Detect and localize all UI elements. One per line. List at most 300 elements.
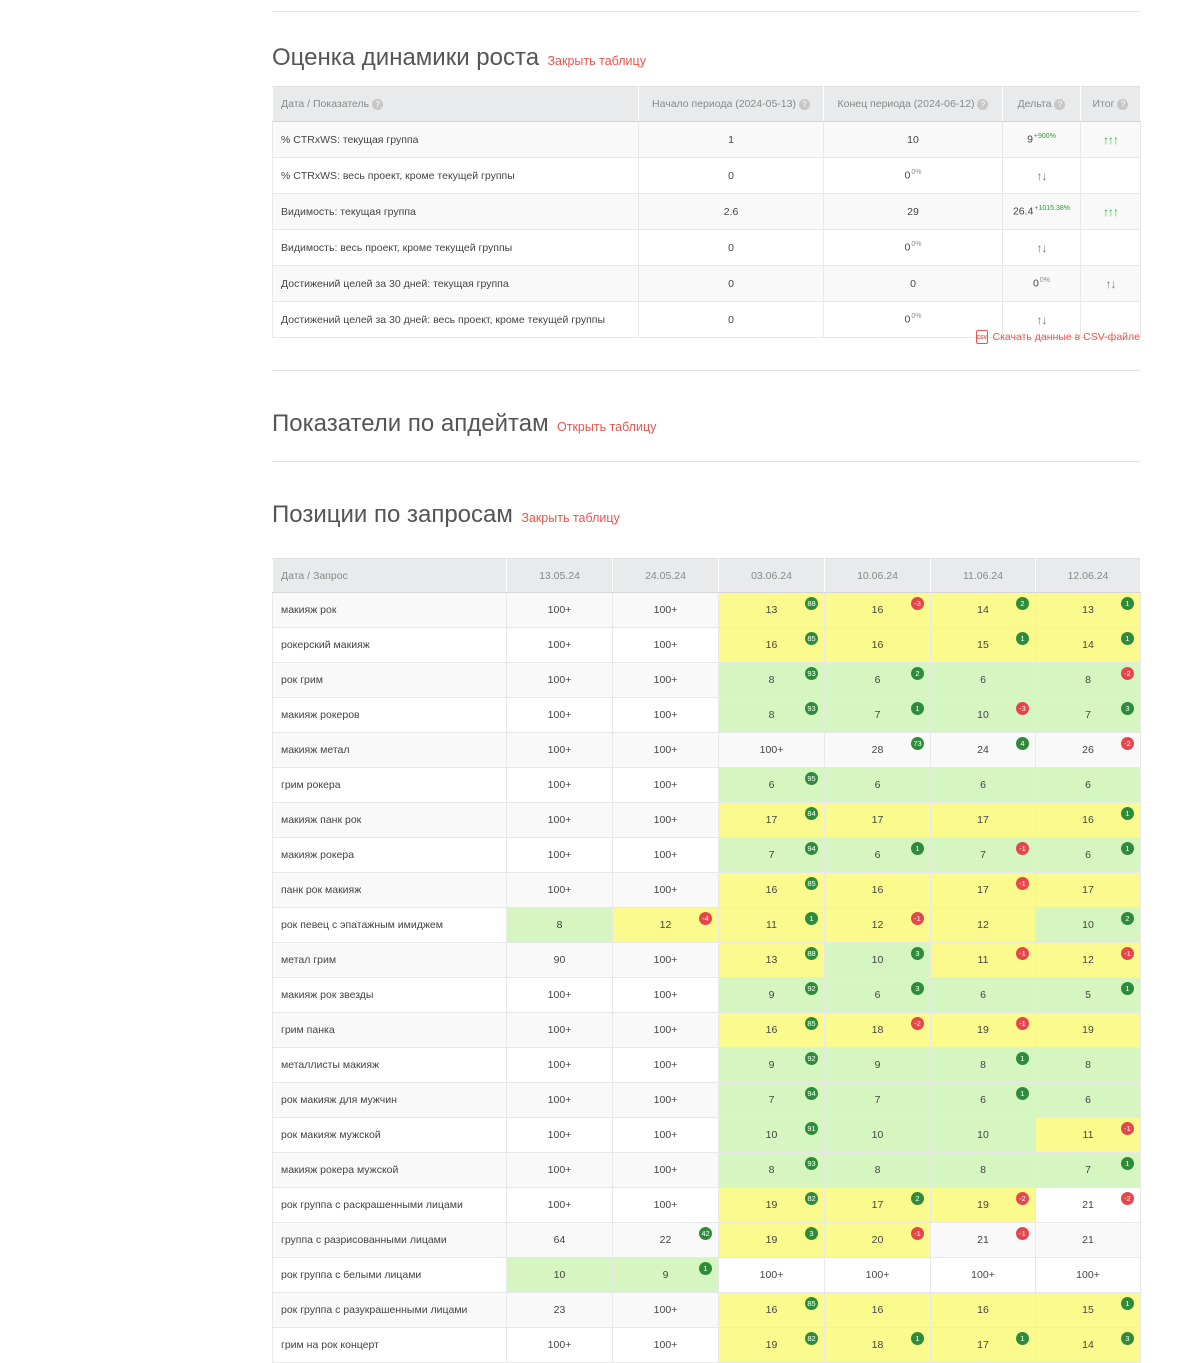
position-cell: 64 [507,1223,613,1258]
position-cell: 100+ [507,803,613,838]
position-change-badge: 85 [805,1297,818,1310]
position-change-badge: -2 [1121,667,1134,680]
delta-value: ↑↓ [1003,158,1081,194]
download-csv-label: Скачать данные в CSV-файле [992,330,1140,343]
open-table-link-updates[interactable]: Открыть таблицу [557,420,657,434]
end-percent: 0% [911,241,922,249]
query-text: рокерский макияж [273,628,507,663]
position-change-badge: 1 [1121,842,1134,855]
position-cell: 14 3 [1036,1328,1141,1363]
position-change-badge: 1 [1121,1297,1134,1310]
query-text: рок группа с разукрашенными лицами [273,1293,507,1328]
delta-value: $26.4^{+1015.38\%}$ [1003,194,1081,230]
position-cell: 16 [825,1293,931,1328]
query-row [273,1293,1141,1328]
position-change-badge: 88 [805,597,818,610]
position-cell: 10 3 [825,943,931,978]
position-cell: 16 [931,1293,1036,1328]
position-cell: 100+ [507,628,613,663]
position-cell: 16 85 [719,1293,825,1328]
end-percent: 0% [911,169,922,177]
position-cell: 100+ [613,1293,719,1328]
col-header-metric: Дата / Показатель ? [273,87,639,122]
position-cell: 12 [931,908,1036,943]
end-value: 10 [824,122,1003,158]
position-cell: 6 3 [825,978,931,1013]
position-cell: 9 1 [613,1258,719,1293]
query-row [273,1048,1141,1083]
position-cell: 100+ [613,768,719,803]
start-value: 1 [639,122,824,158]
col-header-date: 13.05.24 [507,559,613,593]
query-text: металлисты макияж [273,1048,507,1083]
position-cell: 6 [1036,1083,1141,1118]
position-change-badge: 2 [911,1192,924,1205]
csv-file-icon: CSV [976,330,988,344]
position-cell: 8 93 [719,698,825,733]
position-cell: 14 2 [931,593,1036,628]
query-text: рок певец с эпатажным имиджем [273,908,507,943]
query-row [273,733,1141,768]
position-cell: 100+ [507,768,613,803]
section-growth-header [272,44,646,72]
position-change-badge: 85 [805,632,818,645]
position-cell: 7 1 [1036,1153,1141,1188]
position-cell: 100+ [613,978,719,1013]
section-updates-header [272,410,656,438]
growth-row [273,266,1141,302]
position-cell: 100+ [613,1048,719,1083]
query-text: рок группа с раскрашенными лицами [273,1188,507,1223]
position-cell: 100+ [507,838,613,873]
position-cell: 100+ [613,803,719,838]
query-text: макияж рок звезды [273,978,507,1013]
close-table-link-growth[interactable]: Закрыть таблицу [547,54,646,68]
position-change-badge: 2 [1016,597,1029,610]
position-cell: 16 85 [719,628,825,663]
query-text: грим панка [273,1013,507,1048]
growth-table [272,86,1141,338]
help-icon[interactable]: ? [977,99,988,110]
position-cell: 6 2 [825,663,931,698]
metric-name: Достижений целей за 30 дней: текущая группа [273,266,639,302]
section-title-positions: Позиции по запросам [272,501,513,528]
position-cell: 11 -1 [1036,1118,1141,1153]
position-cell: 8 [825,1153,931,1188]
position-cell: 100+ [613,593,719,628]
position-cell: 100+ [613,733,719,768]
position-cell: 15 1 [1036,1293,1141,1328]
position-cell: 21 -2 [1036,1188,1141,1223]
position-change-badge: 1 [911,702,924,715]
position-cell: 6 [825,768,931,803]
position-cell: 24 4 [931,733,1036,768]
position-cell: 17 [931,803,1036,838]
position-cell: 6 [931,663,1036,698]
delta-value: $0^{0\%}$ [1003,266,1081,302]
col-header-delta: Дельта ? [1003,87,1081,122]
delta-value: ↑↓ [1003,230,1081,266]
position-cell: 100+ [825,1258,931,1293]
position-change-badge: -1 [1016,1227,1029,1240]
position-change-badge: 1 [805,912,818,925]
position-cell: 10 [825,1118,931,1153]
metric-name: Достижений целей за 30 дней: весь проект, кроме текущей группы [273,302,639,338]
position-change-badge: 2 [911,667,924,680]
query-text: макияж рокеров [273,698,507,733]
position-cell: 100+ [613,1153,719,1188]
position-cell: 21 -1 [931,1223,1036,1258]
position-cell: 7 -1 [931,838,1036,873]
growth-row [273,230,1141,266]
position-cell: 9 92 [719,1048,825,1083]
position-cell: 17 [825,803,931,838]
end-value: 0 [824,266,1003,302]
position-change-badge: 1 [1121,632,1134,645]
position-cell: 15 1 [931,628,1036,663]
start-value: 0 [639,230,824,266]
position-change-badge: 1 [911,842,924,855]
position-cell: 100+ [931,1258,1036,1293]
help-icon[interactable]: ? [799,99,810,110]
position-change-badge: 1 [1121,807,1134,820]
position-change-badge: 88 [805,947,818,960]
position-cell: 11 -1 [931,943,1036,978]
query-text: рок грим [273,663,507,698]
position-cell: 9 92 [719,978,825,1013]
position-cell: 100+ [507,1118,613,1153]
position-change-badge: 1 [1016,1332,1029,1345]
position-change-badge: -1 [911,1227,924,1240]
metric-name: % CTRxWS: текущая группа [273,122,639,158]
position-change-badge: -1 [1016,1017,1029,1030]
col-header-end: Конец периода (2024-06-12) ? [824,87,1003,122]
position-cell: 100+ [613,1083,719,1118]
position-cell: 22 42 [613,1223,719,1258]
position-change-badge: 3 [805,1227,818,1240]
position-cell: 8 [1036,1048,1141,1083]
position-change-badge: 42 [699,1227,712,1240]
position-cell: 18 1 [825,1328,931,1363]
end-value: 29 [824,194,1003,230]
query-row [273,908,1141,943]
position-cell: 100+ [613,1118,719,1153]
position-cell: 100+ [507,1328,613,1363]
metric-name: Видимость: весь проект, кроме текущей группы [273,230,639,266]
position-change-badge: 93 [805,1157,818,1170]
position-cell: 11 1 [719,908,825,943]
position-cell: 20 -1 [825,1223,931,1258]
position-change-badge: 1 [911,1332,924,1345]
query-text: группа с разрисованными лицами [273,1223,507,1258]
delta-percent: +900% [1033,133,1056,141]
query-row [273,1083,1141,1118]
end-value: $0^{0\%}$ [824,158,1003,194]
col-header-date: 12.06.24 [1036,559,1141,593]
positions-table [272,558,1141,1363]
delta-percent: +1015.38% [1034,205,1071,213]
download-csv-link[interactable] [976,330,1140,344]
position-cell: 100+ [507,1153,613,1188]
metric-name: Видимость: текущая группа [273,194,639,230]
trend-arrows-icon: ↑↑↑ [1103,132,1118,147]
position-change-badge: 92 [805,982,818,995]
position-change-badge: 1 [1121,597,1134,610]
position-cell: 12 -4 [613,908,719,943]
query-text: макияж рок [273,593,507,628]
query-text: макияж рокера [273,838,507,873]
position-change-badge: 84 [805,807,818,820]
position-cell: 19 3 [719,1223,825,1258]
position-cell: 6 1 [931,1083,1036,1118]
position-cell: 100+ [613,1013,719,1048]
query-row [273,628,1141,663]
col-header-date: 24.05.24 [613,559,719,593]
position-cell: 26 -2 [1036,733,1141,768]
position-cell: 7 [825,1083,931,1118]
position-cell: 17 2 [825,1188,931,1223]
position-cell: 100+ [507,873,613,908]
position-cell: 10 [507,1258,613,1293]
position-change-badge: 2 [1121,912,1134,925]
position-cell: 14 1 [1036,628,1141,663]
position-cell: 6 [1036,768,1141,803]
start-value: 0 [639,158,824,194]
position-cell: 16 1 [1036,803,1141,838]
growth-row [273,122,1141,158]
position-cell: 19 82 [719,1328,825,1363]
position-cell: 28 73 [825,733,931,768]
position-cell: 90 [507,943,613,978]
position-change-badge: -1 [1016,877,1029,890]
position-change-badge: 3 [911,947,924,960]
position-cell: 100+ [613,873,719,908]
position-change-badge: 1 [1121,1157,1134,1170]
position-cell: 8 [931,1153,1036,1188]
position-change-badge: 1 [1016,1087,1029,1100]
col-header-start: Начало периода (2024-05-13) ? [639,87,824,122]
position-cell: 100+ [613,943,719,978]
position-cell: 13 1 [1036,593,1141,628]
position-change-badge: 93 [805,667,818,680]
position-cell: 12 -1 [1036,943,1141,978]
position-change-badge: 4 [1016,737,1029,750]
end-value: $0^{0\%}$ [824,302,1003,338]
result-value [1081,122,1141,158]
position-cell: 12 -1 [825,908,931,943]
position-cell: 6 [931,978,1036,1013]
position-cell: 17 84 [719,803,825,838]
section-title-growth: Оценка динамики роста [272,44,540,71]
position-change-badge: -2 [1121,737,1134,750]
help-icon[interactable]: ? [1117,99,1128,110]
col-header-query: Дата / Запрос [273,559,507,593]
positions-table-header [273,559,1141,593]
divider-2 [272,461,1140,462]
position-cell: 8 93 [719,1153,825,1188]
col-header-date: 11.06.24 [931,559,1036,593]
position-cell: 16 85 [719,873,825,908]
position-cell: 9 [825,1048,931,1083]
position-change-badge: 3 [1121,702,1134,715]
result-value [1081,230,1141,266]
result-value [1081,194,1141,230]
position-cell: 100+ [507,663,613,698]
position-cell: 19 82 [719,1188,825,1223]
position-cell: 100+ [719,733,825,768]
position-cell: 23 [507,1293,613,1328]
query-text: рок макияж для мужчин [273,1083,507,1118]
position-change-badge: 1 [1121,982,1134,995]
position-cell: 100+ [507,1013,613,1048]
delta-percent: 0% [1039,277,1050,285]
position-change-badge: 1 [1016,632,1029,645]
query-row [273,1188,1141,1223]
position-cell: 17 [1036,873,1141,908]
position-cell: 100+ [613,663,719,698]
query-row [273,838,1141,873]
position-cell: 8 93 [719,663,825,698]
position-cell: 100+ [507,593,613,628]
help-icon[interactable]: ? [1054,99,1065,110]
trend-arrows-icon: ↑↓ [1105,276,1116,291]
section-title-updates: Показатели по апдейтам [272,410,549,437]
position-cell: 13 88 [719,943,825,978]
growth-table-header [273,87,1141,122]
position-cell: 16 [825,873,931,908]
position-cell: 21 [1036,1223,1141,1258]
position-cell: 7 94 [719,1083,825,1118]
position-cell: 10 [931,1118,1036,1153]
position-change-badge: -1 [1016,947,1029,960]
position-cell: 100+ [613,1188,719,1223]
position-change-badge: 94 [805,842,818,855]
position-cell: 100+ [1036,1258,1141,1293]
metric-name: % CTRxWS: весь проект, кроме текущей группы [273,158,639,194]
position-cell: 8 1 [931,1048,1036,1083]
query-row [273,663,1141,698]
query-row [273,768,1141,803]
query-text: грим рокера [273,768,507,803]
growth-row [273,158,1141,194]
position-cell: 7 1 [825,698,931,733]
position-change-badge: 3 [1121,1332,1134,1345]
position-change-badge: 85 [805,877,818,890]
query-row [273,698,1141,733]
result-value [1081,158,1141,194]
position-cell: 13 88 [719,593,825,628]
position-cell: 10 2 [1036,908,1141,943]
start-value: 0 [639,266,824,302]
position-change-badge: -1 [1121,1122,1134,1135]
growth-row [273,194,1141,230]
query-row [273,1153,1141,1188]
position-cell: 16 [825,628,931,663]
end-value: $0^{0\%}$ [824,230,1003,266]
query-row [273,943,1141,978]
position-cell: 8 [507,908,613,943]
position-change-badge: 93 [805,702,818,715]
position-change-badge: 82 [805,1192,818,1205]
position-change-badge: 92 [805,1052,818,1065]
query-text: макияж панк рок [273,803,507,838]
query-row [273,873,1141,908]
position-cell: 6 1 [1036,838,1141,873]
position-cell: 19 -2 [931,1188,1036,1223]
position-cell: 100+ [613,628,719,663]
query-row [273,593,1141,628]
query-row [273,803,1141,838]
position-cell: 17 -1 [931,873,1036,908]
position-change-badge: 91 [805,1122,818,1135]
query-text: макияж метал [273,733,507,768]
position-change-badge: 1 [699,1262,712,1275]
query-row [273,1223,1141,1258]
position-cell: 16 -3 [825,593,931,628]
position-cell: 6 95 [719,768,825,803]
query-row [273,1258,1141,1293]
col-header-date: 10.06.24 [825,559,931,593]
start-value: 0 [639,302,824,338]
position-change-badge: -2 [1121,1192,1134,1205]
position-cell: 100+ [507,1048,613,1083]
position-cell: 7 3 [1036,698,1141,733]
position-cell: 100+ [507,1188,613,1223]
delta-value: ↑↓ [1003,302,1081,338]
position-cell: 19 [1036,1013,1141,1048]
position-cell: 18 -2 [825,1013,931,1048]
close-table-link-positions[interactable]: Закрыть таблицу [521,511,620,525]
position-change-badge: -4 [699,912,712,925]
position-change-badge: 73 [911,737,924,750]
position-cell: 100+ [507,698,613,733]
delta-value: $9^{+900\%}$ [1003,122,1081,158]
col-header-date: 03.06.24 [719,559,825,593]
position-cell: 5 1 [1036,978,1141,1013]
position-cell: 16 85 [719,1013,825,1048]
section-positions-header [272,501,620,529]
position-cell: 100+ [613,1328,719,1363]
help-icon[interactable]: ? [372,99,383,110]
divider-top [272,11,1140,12]
query-row [273,1013,1141,1048]
query-text: грим на рок концерт [273,1328,507,1363]
query-text: макияж рокера мужской [273,1153,507,1188]
position-cell: 100+ [507,978,613,1013]
position-cell: 17 1 [931,1328,1036,1363]
position-cell: 100+ [507,733,613,768]
position-cell: 6 [931,768,1036,803]
position-change-badge: -2 [911,1017,924,1030]
query-row [273,1328,1141,1363]
query-text: панк рок макияж [273,873,507,908]
position-cell: 10 -3 [931,698,1036,733]
position-change-badge: 1 [1016,1052,1029,1065]
position-change-badge: -1 [911,912,924,925]
result-value [1081,266,1141,302]
position-change-badge: 3 [911,982,924,995]
divider-1 [272,370,1140,371]
query-row [273,978,1141,1013]
trend-arrows-icon: ↑↑↑ [1103,204,1118,219]
query-row [273,1118,1141,1153]
position-cell: 100+ [719,1258,825,1293]
position-change-badge: -3 [1016,702,1029,715]
start-value: 2.6 [639,194,824,230]
position-cell: 100+ [507,1083,613,1118]
position-cell: 10 91 [719,1118,825,1153]
position-change-badge: 82 [805,1332,818,1345]
